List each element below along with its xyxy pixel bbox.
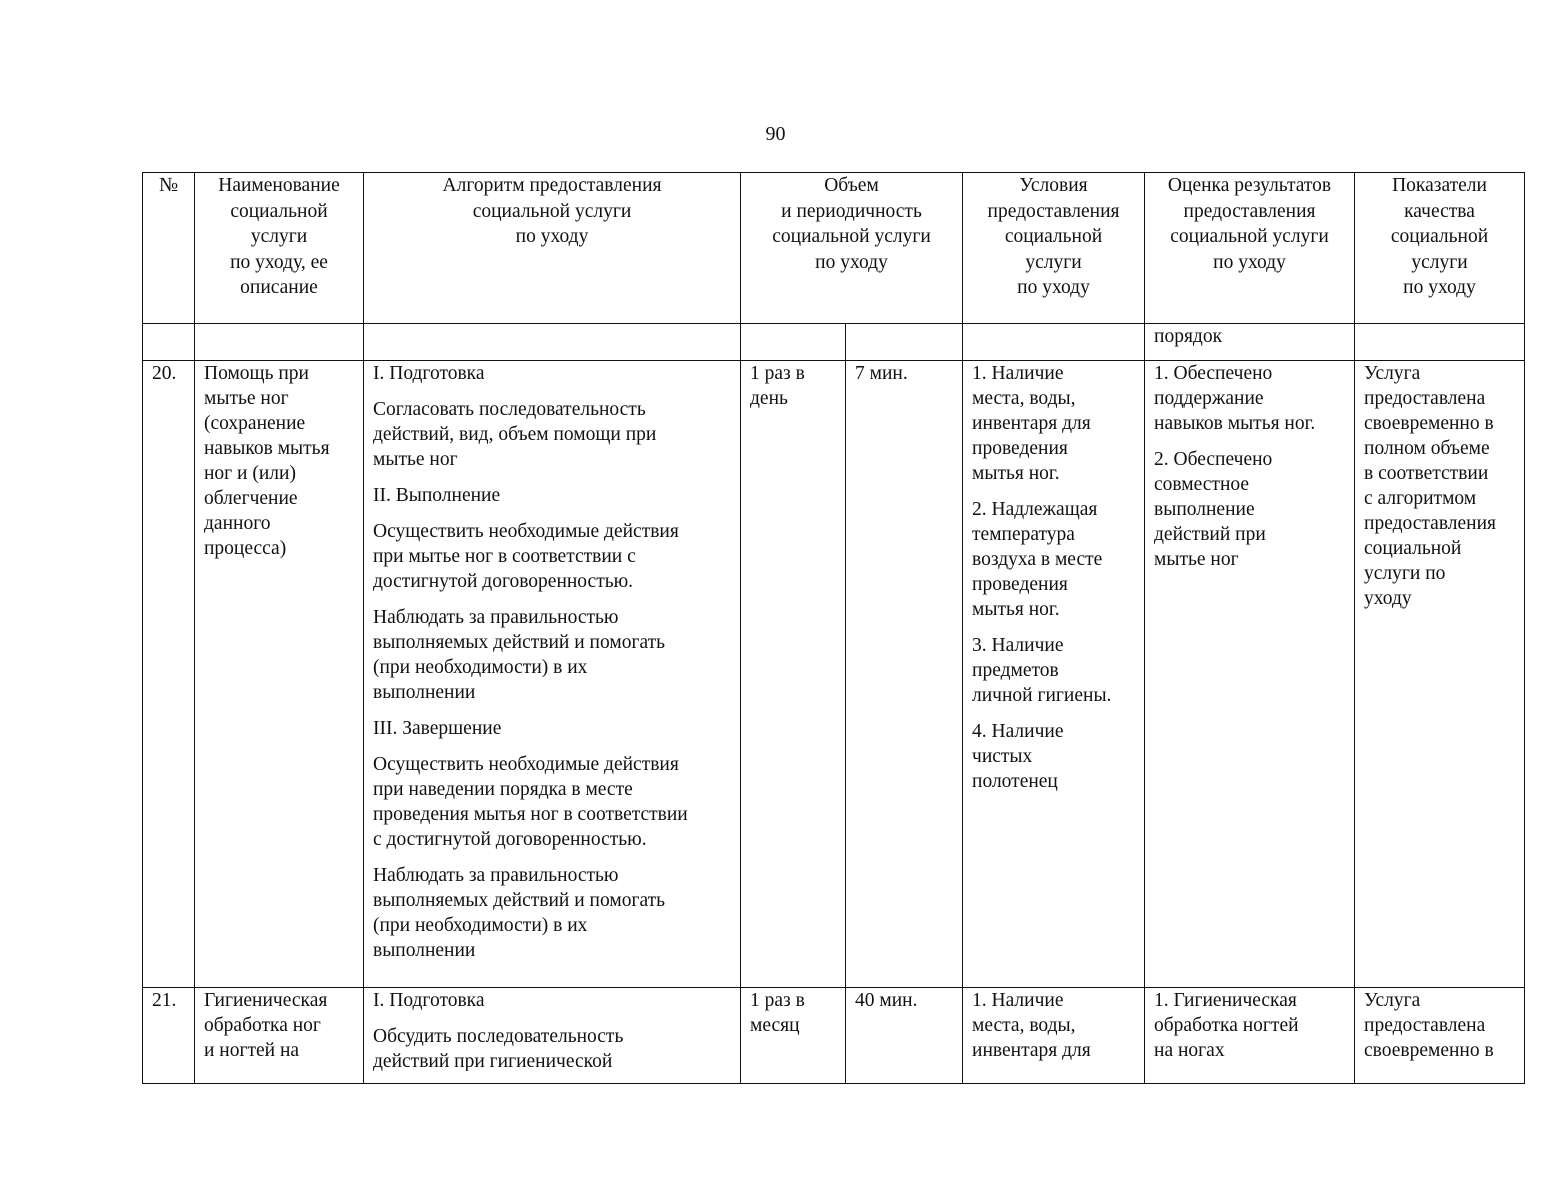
table-row bbox=[143, 988, 1525, 1084]
table-header-row bbox=[143, 173, 1525, 324]
service-name: Помощь при мытье ног (сохранение навыков мытья ног и (или) облегчение данного процесса) bbox=[195, 361, 364, 988]
evaluation: 1. Обеспечено поддержание навыков мытья ног. 2. Обеспечено совместное выполнение действий при мытье ног bbox=[1145, 361, 1355, 988]
algorithm-step-text: Осуществить необходимые действия при мытье ног в соответствии с достигнутой договоренностью. bbox=[373, 521, 679, 592]
quality: Услуга предоставлена своевременно в полном объеме в соответствии с алгоритмом предоставления социальной услуги по уходу bbox=[1355, 361, 1525, 988]
algorithm-step-heading: III. Завершение bbox=[373, 718, 502, 739]
algorithm-step-text: Наблюдать за правильностью выполняемых действий и помогать (при необходимости) в их выполнении bbox=[373, 865, 666, 961]
header-volume: Объем и периодичность социальной услуги по уходу bbox=[741, 173, 963, 324]
algorithm-step-heading: II. Выполнение bbox=[373, 485, 501, 506]
evaluation: 1. Гигиеническая обработка ногтей на ногах bbox=[1145, 988, 1355, 1084]
algorithm-step-text: Осуществить необходимые действия при наведении порядка в месте проведения мытья ног в соответствии с достигнутой договоренностью. bbox=[373, 754, 688, 850]
algorithm-step-heading: I. Подготовка bbox=[373, 990, 485, 1011]
quality: Услуга предоставлена своевременно в bbox=[1355, 988, 1525, 1084]
row-number: 20. bbox=[143, 361, 195, 988]
header-service-name: Наименование социальной услуги по уходу, ее описание bbox=[195, 173, 364, 324]
frequency: 1 раз в день bbox=[741, 361, 846, 988]
algorithm bbox=[364, 988, 741, 1084]
header-algorithm: Алгоритм предоставления социальной услуги по уходу bbox=[364, 173, 741, 324]
frequency: 1 раз в месяц bbox=[741, 988, 846, 1084]
row-number: 21. bbox=[143, 988, 195, 1084]
cont-number bbox=[143, 324, 195, 361]
conditions: 1. Наличие места, воды, инвентаря для проведения мытья ног. 2. Надлежащая температура воздуха в месте проведения мытья ног. 3. Наличие предметов личной гигиены. 4. Наличие чистых полотенец bbox=[963, 361, 1145, 988]
service-name: Гигиеническая обработка ног и ногтей на bbox=[195, 988, 364, 1084]
care-services-table bbox=[142, 172, 1525, 1084]
cont-evaluation: порядок bbox=[1145, 324, 1355, 361]
cont-conditions bbox=[963, 324, 1145, 361]
cont-name bbox=[195, 324, 364, 361]
duration: 7 мин. bbox=[846, 361, 963, 988]
duration: 40 мин. bbox=[846, 988, 963, 1084]
cont-quality bbox=[1355, 324, 1525, 361]
algorithm-step-text: Наблюдать за правильностью выполняемых действий и помогать (при необходимости) в их выполнении bbox=[373, 607, 666, 703]
page-number: 90 bbox=[765, 123, 786, 145]
header-quality: Показатели качества социальной услуги по уходу bbox=[1355, 173, 1525, 324]
cont-duration bbox=[846, 324, 963, 361]
cont-frequency bbox=[741, 324, 846, 361]
cont-algorithm bbox=[364, 324, 741, 361]
algorithm-step-text: Согласовать последовательность действий, вид, объем помощи при мытье ног bbox=[373, 399, 657, 470]
algorithm bbox=[364, 361, 741, 988]
conditions: 1. Наличие места, воды, инвентаря для bbox=[963, 988, 1145, 1084]
header-evaluation: Оценка результатов предоставления социальной услуги по уходу bbox=[1145, 173, 1355, 324]
algorithm-step-text: Обсудить последовательность действий при гигиенической bbox=[373, 1026, 624, 1071]
algorithm-step-heading: I. Подготовка bbox=[373, 363, 485, 384]
header-number: № bbox=[143, 173, 195, 324]
table-row bbox=[143, 361, 1525, 988]
continuation-row bbox=[143, 324, 1525, 361]
header-conditions: Условия предоставления социальной услуги по уходу bbox=[963, 173, 1145, 324]
